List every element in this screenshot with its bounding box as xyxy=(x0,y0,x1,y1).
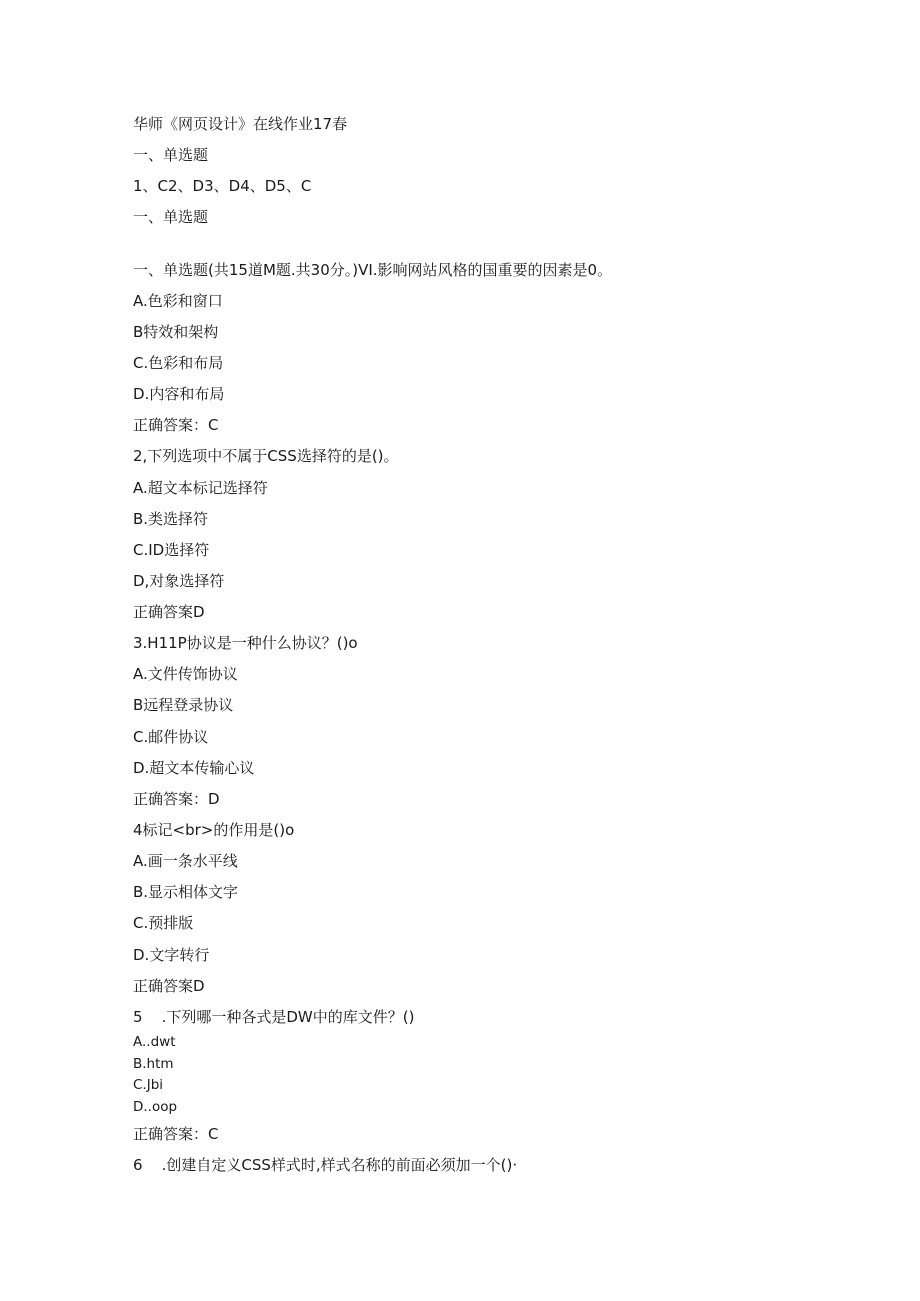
question-3-option-b: B远程登录协议 xyxy=(133,696,234,714)
question-4-option-d: D.文字转行 xyxy=(133,946,210,964)
question-5-option-b: B.htm xyxy=(133,1056,174,1072)
question-2-option-d: D,对象选择符 xyxy=(133,572,225,590)
question-4-stem: 4标记<br>的作用是()o xyxy=(133,821,295,839)
section-heading: 一、单选题 xyxy=(133,146,209,164)
question-4-option-b: B.显示相体文字 xyxy=(133,883,239,901)
question-3-option-a: A.文件传饰协议 xyxy=(133,665,238,683)
question-1-stem: 一、单选题(共15道M题.共30分。)VI.影响网站风格的国重要的因素是0。 xyxy=(133,261,613,279)
document-title: 华师《网页设计》在线作业17春 xyxy=(133,115,348,133)
question-4-option-a: A.画一条水平线 xyxy=(133,852,238,870)
question-2-option-a: A.超文本标记选择符 xyxy=(133,479,268,497)
question-1-option-a: A.色彩和窗口 xyxy=(133,292,223,310)
question-1-option-b: B特效和架构 xyxy=(133,323,219,341)
question-4-answer: 正确答案D xyxy=(133,977,205,995)
question-1-option-d: D.内容和布局 xyxy=(133,385,225,403)
question-2-option-c: C.ID选择符 xyxy=(133,541,210,559)
answer-key-summary: 1、C2、D3、D4、D5、C xyxy=(133,177,312,195)
section-heading: 一、单选题 xyxy=(133,208,209,226)
question-5-option-a: A..dwt xyxy=(133,1034,176,1050)
question-5-stem: 5 .下列哪一种各式是DW中的库文件？() xyxy=(133,1008,415,1026)
question-6-stem: 6 .创建自定义CSS样式时,样式名称的前面必须加一个()· xyxy=(133,1156,518,1174)
question-3-option-c: C.邮件协议 xyxy=(133,728,209,746)
question-2-option-b: B.类选择符 xyxy=(133,510,209,528)
question-1-option-c: C.色彩和布局 xyxy=(133,354,224,372)
question-3-answer: 正确答案：D xyxy=(133,790,220,808)
question-5-option-c: C.Jbi xyxy=(133,1077,164,1093)
question-3-option-d: D.超文本传输心议 xyxy=(133,759,255,777)
question-5-option-d: D..oop xyxy=(133,1099,178,1115)
question-3-stem: 3.H11P协议是一种什么协议？()o xyxy=(133,634,358,652)
question-2-answer: 正确答案D xyxy=(133,603,205,621)
question-1-answer: 正确答案：C xyxy=(133,416,219,434)
question-5-answer: 正确答案：C xyxy=(133,1125,219,1143)
question-2-stem: 2,下列选项中不属于CSS选择符的是()。 xyxy=(133,447,399,465)
question-4-option-c: C.预排版 xyxy=(133,914,194,932)
